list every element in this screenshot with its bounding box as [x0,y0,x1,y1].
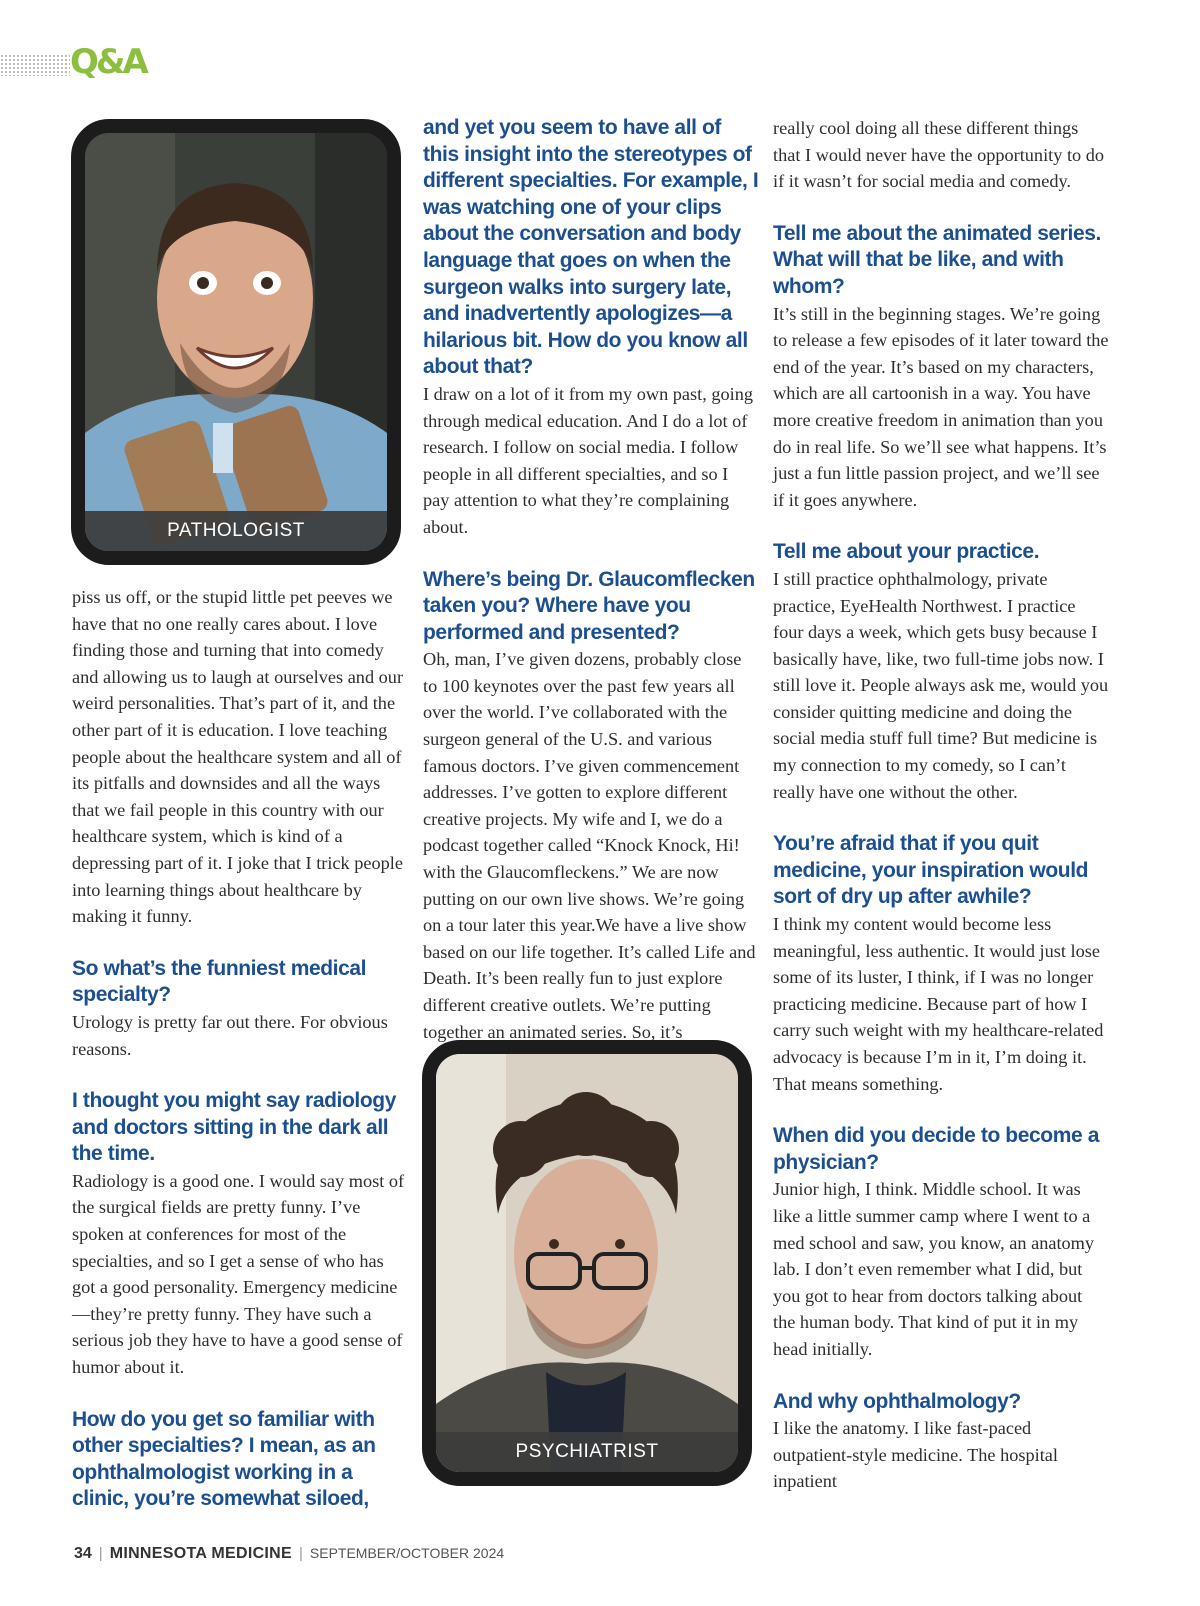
column-1 [72,584,408,1513]
issue-date: SEPTEMBER/OCTOBER 2024 [309,1545,505,1561]
page-number: 34 [74,1545,92,1562]
question-heading: You’re afraid that if you quit medicine, your inspiration would sort of dry up after awhile? [773,832,1089,909]
psychiatrist-image [436,1054,738,1472]
question-heading: When did you decide to become a physician? [773,1124,1099,1174]
answer-paragraph: I think my content would become less meaningful, less authentic. It would just lose some of its luster, I think, if I was no longer practicing medicine. Because part of how I carry such weight with my healthcare-related advocacy is because I’m in it, I’m doing it. That means something. [773,914,1104,1094]
page-footer: 34 | MINNESOTA MEDICINE | SEPTEMBER/OCTOBER 2024 [74,1545,505,1562]
psychiatrist-photo [422,1040,752,1486]
question-heading: Tell me about your practice. [773,540,1040,564]
qa-logo: Q&A [70,42,146,82]
column-3 [773,115,1109,1495]
answer-paragraph: It’s still in the beginning stages. We’re going to release a few episodes of it later toward the end of the year. It’s based on my characters, which are all cartoonish in a way. You have more creative freedom in animation than you do in real life. So we’ll see what happens. It’s just a fun little passion project, and we’ll see if it goes anywhere. [773,303,1109,510]
section-header [0,40,160,84]
pathologist-caption: PATHOLOGIST [85,511,387,551]
pathologist-photo [71,119,401,565]
question-heading: And why ophthalmology? [773,1389,1021,1413]
question-heading: Where’s being Dr. Glaucomflecken taken you? Where have you performed and presented? [423,567,755,644]
answer-paragraph: I draw on a lot of it from my own past, going through medical education. And I do a lot of research. I follow on social media. I follow people in all different specialties, and so I pay attention to what they’re complaining about. [423,383,754,537]
body-paragraph: piss us off, or the stupid little pet peeves we have that no one really cares about. I love finding those and turning that into comedy and allowing us to laugh at ourselves and our weird personalities. That’s part of it, and the other part of it is education. I love teaching people about the healthcare system and all of its pitfalls and downsides and all the ways that we fail people in this country with our healthcare system, which is kind of a depressing part of it. I joke that I trick people into learning things about healthcare by making it funny. [72,587,404,927]
answer-paragraph: Junior high, I think. Middle school. It was like a little summer camp where I went to a med school and saw, you know, an anatomy lab. I don’t even remember what I did, but you got to hear from doctors talking about the human body. That kind of put it in my head initially. [773,1179,1095,1359]
answer-paragraph: Urology is pretty far out there. For obvious reasons. [72,1011,388,1059]
column-2 [423,115,759,1045]
answer-paragraph: Radiology is a good one. I would say most of the surgical fields are pretty funny. I’ve spoken at conferences for most of the specialties, and so I get a sense of who has got a good personality. Emergency medicine—they’re pretty funny. They have such a serious job they have to have a good sense of humor about it. [72,1170,405,1378]
psychiatrist-caption: PSYCHIATRIST [436,1432,738,1472]
dot-pattern [0,54,70,76]
question-heading: and yet you seem to have all of this insight into the stereotypes of different specialties. For example, I was watching one of your clips about the conversation and body language that goes on when the surgeon walks into surgery late, and inadvertently apologizes—a hilarious bit. How do you know all about that? [423,116,759,379]
question-heading: How do you get so familiar with other specialties? I mean, as an ophthalmologist working in a clinic, you’re somewhat siloed, [72,1407,376,1511]
body-paragraph: really cool doing all these different things that I would never have the opportunity to do if it wasn’t for social media and comedy. [773,118,1105,192]
answer-paragraph: I like the anatomy. I like fast-paced outpatient-style medicine. The hospital inpatient [773,1418,1058,1492]
answer-paragraph: I still practice ophthalmology, private practice, EyeHealth Northwest. I practice four days a week, which gets busy because I basically have, like, two full-time jobs now. I still love it. People always ask me, would you consider quitting medicine and doing the social media stuff full time? But medicine is my connection to my comedy, so I can’t really have one without the other. [773,568,1109,802]
question-heading: So what’s the funniest medical specialty? [72,956,367,1007]
question-heading: I thought you might say radiology and doctors sitting in the dark all the time. [72,1089,396,1166]
magazine-name: MINNESOTA MEDICINE [109,1545,292,1562]
pathologist-image [85,133,387,551]
question-heading: Tell me about the animated series. What will that be like, and with whom? [773,221,1101,298]
answer-paragraph: Oh, man, I’ve given dozens, probably close to 100 keynotes over the past few years all over the world. I’ve collaborated with the surgeon general of the U.S. and various famous doctors. I’ve given commencement addresses. I’ve gotten to explore different creative projects. My wife and I, we do a podcast together called “Knock Knock, Hi! with the Glaucomfleckens.” We are now putting on our own live shows. We’re going on a tour later this year.We have a live show based on our life together. It’s called Life and Death. It’s been really fun to just explore different creative outlets. We’re putting together an animated series. So, it’s [423,649,756,1042]
